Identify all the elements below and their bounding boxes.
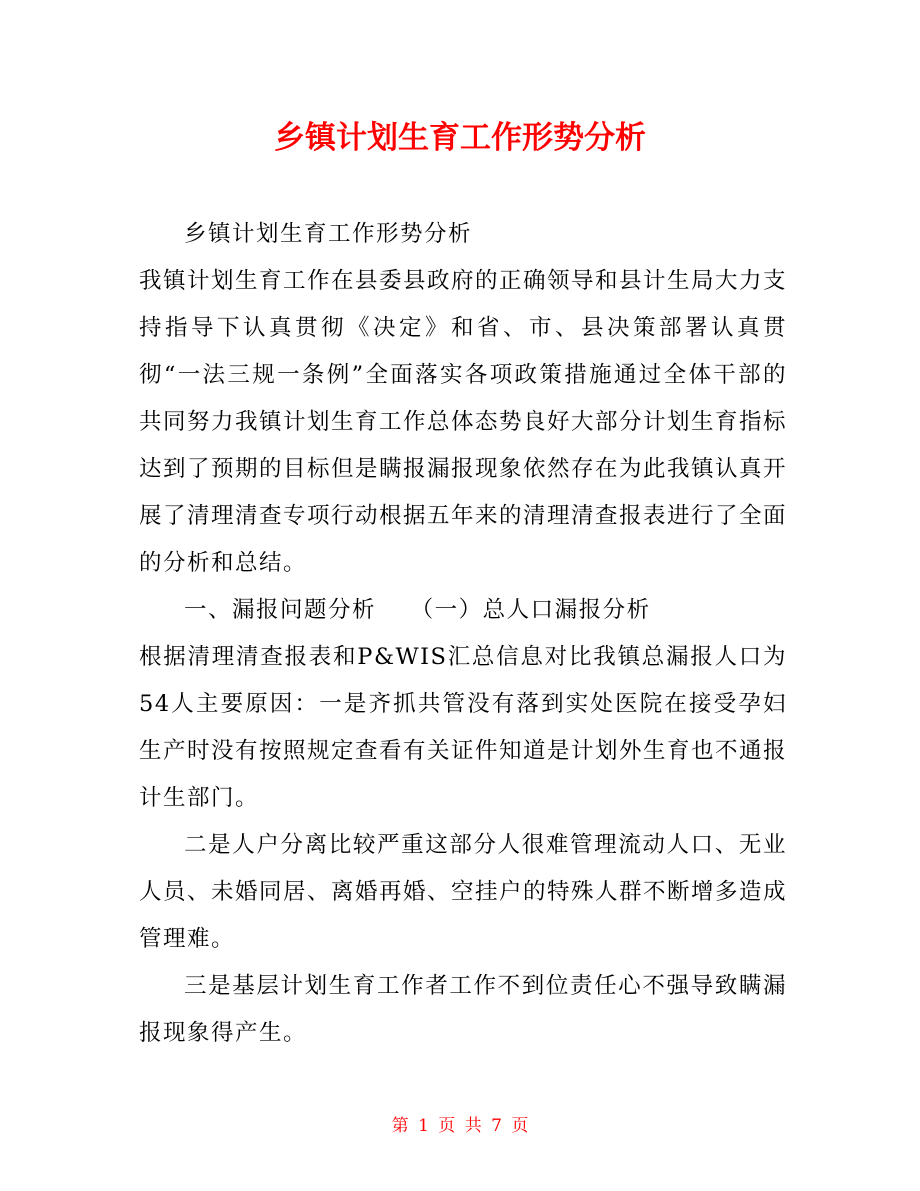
paragraph-reason-one: 根据清理清查报表和P&WIS汇总信息对比我镇总漏报人口为54人主要原因：一是齐抓共管没有落到实处医院在接受孕妇生产时没有按照规定查看有关证件知道是计划外生育也不通报计生部门。 <box>139 644 788 811</box>
paragraph-intro: 我镇计划生育工作在县委县政府的正确领导和县计生局大力支持指导下认真贯彻《决定》和省、市、县决策部署认真贯彻“一法三规一条例”全面落实各项政策措施通过全体干部的共同努力我镇计划生育工作总体态势良好大部分计划生育指标达到了预期的目标但是瞒报漏报现象依然存在为此我镇认真开展了清理清查专项行动根据五年来的清理清查报表进行了全面的分析和总结。 <box>139 268 788 576</box>
paragraph-subtitle: 乡镇计划生育工作形势分析 <box>184 221 473 247</box>
document-body <box>139 211 787 1057</box>
paragraph-reason-three: 三是基层计划生育工作者工作不到位责任心不强导致瞒漏报现象得产生。 <box>139 973 787 1046</box>
page-number-footer: 第 1 页 共 7 页 <box>391 1116 529 1136</box>
section-heading: 一、漏报问题分析 （一）总人口漏报分析 <box>184 597 651 623</box>
paragraph-reason-two: 二是人户分离比较严重这部分人很难管理流动人口、无业人员、未婚同居、离婚再婚、空挂户的特殊人群不断增多造成管理难。 <box>139 832 788 952</box>
document-title: 乡镇计划生育工作形势分析 <box>274 120 646 156</box>
